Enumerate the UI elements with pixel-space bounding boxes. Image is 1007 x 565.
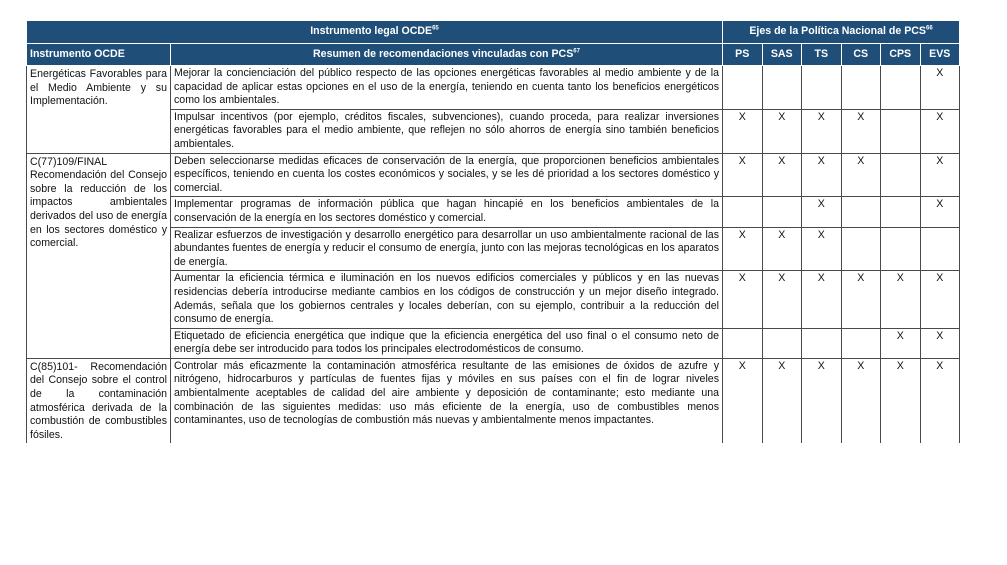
mark-cell: X <box>920 197 960 227</box>
mark-cell <box>841 66 881 110</box>
header-row-columns <box>27 44 960 66</box>
axis-header-ps: PS <box>723 44 763 66</box>
mark-cell: X <box>841 271 881 328</box>
axis-header-sas: SAS <box>762 44 802 66</box>
table-row <box>27 358 960 443</box>
mark-cell: X <box>802 358 842 443</box>
mark-cell: X <box>920 271 960 328</box>
mark-cell <box>723 66 763 110</box>
mark-cell: X <box>920 109 960 153</box>
mark-cell <box>762 66 802 110</box>
instrument-cell: C(77)109/FINAL Recomendación del Consejo sobre la reducción de los impactos ambientales derivados del uso de energía en los sectores doméstico y comercial. <box>27 153 171 358</box>
mark-cell <box>802 66 842 110</box>
recommendation-cell: Deben seleccionarse medidas eficaces de conservación de la energía, que proporcionen beneficios ambientales específicos, teniendo en cuenta los costes económicos y sociales, y se les dé prioridad a los sectores doméstico y comercial. <box>171 153 723 197</box>
recommendation-cell: Impulsar incentivos (por ejemplo, créditos fiscales, subvenciones), cuando proceda, para realizar inversiones energéticas favorables para el medio ambiente, que reflejen no sólo ahorros de energía sino también beneficios ambientales. <box>171 109 723 153</box>
mark-cell: X <box>920 358 960 443</box>
mark-cell: X <box>881 358 921 443</box>
recommendation-cell: Controlar más eficazmente la contaminación atmosférica resultante de las emisiones de óxidos de azufre y nitrógeno, hidrocarburos y partículas de fuentes fijas y móviles en sus países con el fin de lograr niveles ambientalmente aceptables de calidad del aire ambiente y deposición de contaminante; esto mediante una combinación de las siguientes medidas: uso más eficiente de la energía, uso de combustibles menos contaminantes, uso de tecnologías de combustión más nuevas y ambientalmente menos impactantes. <box>171 358 723 443</box>
mark-cell: X <box>920 153 960 197</box>
mark-cell <box>762 197 802 227</box>
mark-cell: X <box>762 358 802 443</box>
mark-cell: X <box>723 358 763 443</box>
mark-cell: X <box>802 153 842 197</box>
axis-header-evs: EVS <box>920 44 960 66</box>
table-row <box>27 66 960 110</box>
table-row <box>27 153 960 197</box>
mark-cell: X <box>723 227 763 271</box>
mark-cell: X <box>841 153 881 197</box>
mark-cell: X <box>881 328 921 358</box>
mark-cell: X <box>762 153 802 197</box>
mark-cell: X <box>920 328 960 358</box>
ocde-instruments-table <box>26 20 960 443</box>
mark-cell: X <box>802 271 842 328</box>
instrument-legal-header: Instrumento legal OCDE$^{65}$ <box>27 21 723 44</box>
col-summary-header: Resumen de recomendaciones vinculadas con PCS$^{67}$ <box>171 44 723 66</box>
mark-cell <box>841 227 881 271</box>
mark-cell: X <box>762 109 802 153</box>
recommendation-cell: Realizar esfuerzos de investigación y desarrollo energético para desarrollar un uso ambientalmente racional de las abundantes fuentes de energía y reducir el consumo de energía, junto con las mejoras tecnológicas en los aparatos de energía. <box>171 227 723 271</box>
col-instrument-header: Instrumento OCDE <box>27 44 171 66</box>
mark-cell <box>762 328 802 358</box>
axes-header: Ejes de la Política Nacional de PCS$^{66}$ <box>723 21 960 44</box>
recommendation-cell: Mejorar la concienciación del público respecto de las opciones energéticas favorables al medio ambiente y de la capacidad de aplicar estas opciones en el uso de la energía, teniendo en cuenta tanto los beneficios energéticos como los ambientales. <box>171 66 723 110</box>
mark-cell: X <box>802 197 842 227</box>
recommendation-cell: Implementar programas de información pública que hagan hincapié en los beneficios ambientales de la conservación de la energía en los sectores doméstico y comercial. <box>171 197 723 227</box>
mark-cell: X <box>762 271 802 328</box>
mark-cell <box>881 66 921 110</box>
document-page <box>26 20 959 443</box>
mark-cell <box>881 227 921 271</box>
mark-cell <box>841 197 881 227</box>
mark-cell <box>881 109 921 153</box>
footnote-ref-66: 66 <box>925 25 933 32</box>
axis-header-ts: TS <box>802 44 842 66</box>
mark-cell <box>723 328 763 358</box>
mark-cell: X <box>723 271 763 328</box>
mark-cell <box>723 197 763 227</box>
mark-cell: X <box>841 358 881 443</box>
footnote-ref-65: 65 <box>432 25 439 32</box>
mark-cell: X <box>762 227 802 271</box>
mark-cell <box>841 328 881 358</box>
recommendation-cell: Aumentar la eficiencia térmica e iluminación en los nuevos edificios comerciales y públicos y en las nuevas residencias debería introducirse mediante cambios en los códigos de construcción y un mejor diseño integrado. Además, señala que los gobiernos centrales y locales deberían, con su ejemplo, contribuir a la reducción del consumo de energía. <box>171 271 723 328</box>
mark-cell: X <box>802 227 842 271</box>
header-row-top <box>27 21 960 44</box>
mark-cell: X <box>881 271 921 328</box>
mark-cell <box>881 153 921 197</box>
mark-cell <box>802 328 842 358</box>
mark-cell <box>881 197 921 227</box>
mark-cell: X <box>723 153 763 197</box>
mark-cell <box>920 227 960 271</box>
axis-header-cs: CS <box>841 44 881 66</box>
mark-cell: X <box>920 66 960 110</box>
axis-header-cps: CPS <box>881 44 921 66</box>
mark-cell: X <box>841 109 881 153</box>
footnote-ref-67: 67 <box>573 48 580 55</box>
mark-cell: X <box>723 109 763 153</box>
mark-cell: X <box>802 109 842 153</box>
instrument-cell: Energéticas Favorables para el Medio Ambiente y su Implementación. <box>27 66 171 154</box>
instrument-cell: C(85)101- Recomendación del Consejo sobre el control de la contaminación atmosférica derivada de la combustión de combustibles fósiles. <box>27 358 171 443</box>
recommendation-cell: Etiquetado de eficiencia energética que indique que la eficiencia energética del uso final o el consumo neto de energía debe ser introducido para todos los principales electrodomésticos de consumo. <box>171 328 723 358</box>
